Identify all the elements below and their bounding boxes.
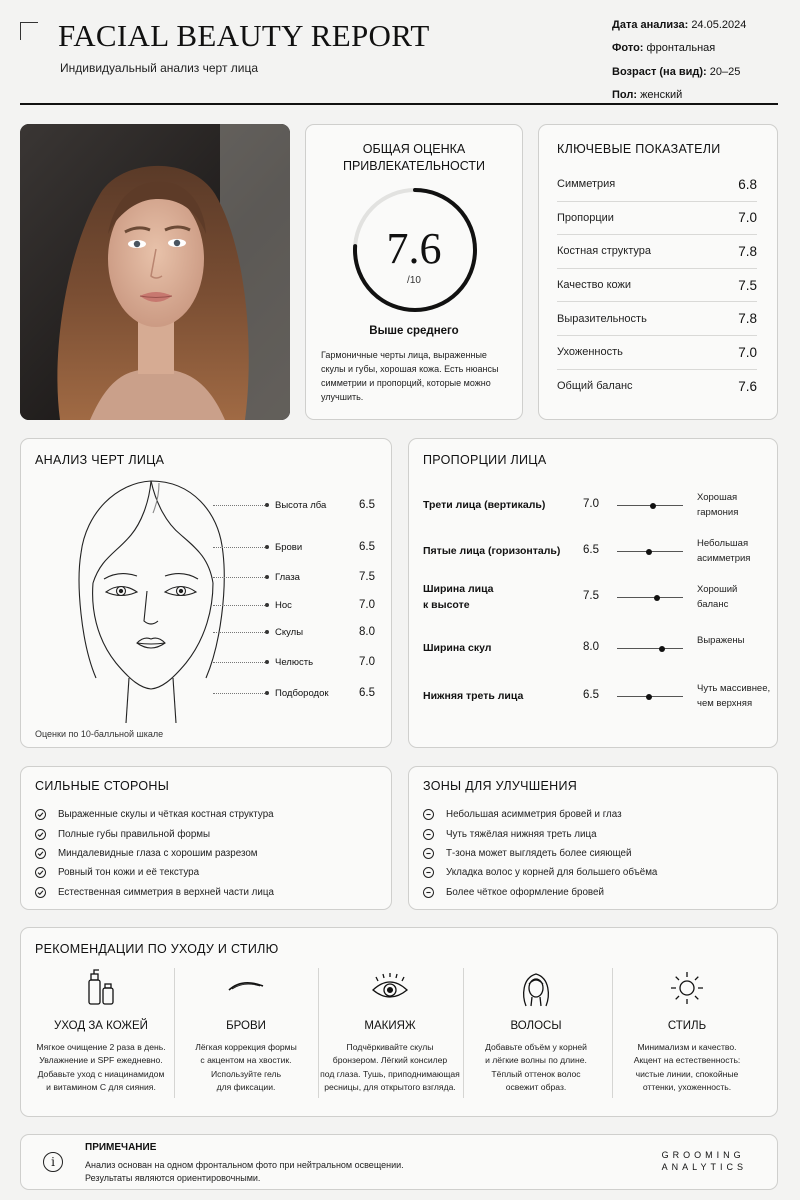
rec-column bbox=[617, 968, 757, 1118]
metric-row bbox=[557, 269, 757, 303]
leader-line bbox=[213, 547, 267, 548]
metric-row bbox=[557, 336, 757, 370]
proportion-note: Выражены bbox=[697, 635, 745, 646]
corner-mark bbox=[20, 22, 38, 40]
improvements-title: ЗОНЫ ДЛЯ УЛУЧШЕНИЯ bbox=[423, 779, 578, 793]
proportion-note: Хорошая гармония bbox=[697, 492, 739, 518]
proportion-track bbox=[617, 648, 683, 649]
key-metrics-title: КЛЮЧЕВЫЕ ПОКАЗАТЕЛИ bbox=[557, 142, 721, 156]
metric-value: 7.0 bbox=[738, 344, 757, 360]
score-verdict: Выше среднего bbox=[369, 325, 459, 337]
score-description: Гармоничные черты лица, выраженные скулы и губы, хорошая кожа. Есть нюансы симметрии и пропорций, которые можно улучшить. bbox=[321, 350, 499, 402]
portrait-photo bbox=[20, 124, 290, 420]
rec-title: СТИЛЬ bbox=[667, 1020, 707, 1032]
improvements-card bbox=[408, 766, 778, 910]
minus-circle-icon bbox=[423, 867, 434, 878]
eyebrow-icon bbox=[226, 968, 266, 1008]
leader-dot bbox=[265, 503, 269, 507]
list-item bbox=[423, 805, 657, 824]
proportion-value: 6.5 bbox=[583, 544, 599, 556]
rec-column bbox=[320, 968, 460, 1118]
rec-divider bbox=[612, 968, 613, 1098]
metric-row bbox=[557, 302, 757, 336]
metric-value: 7.6 bbox=[738, 378, 757, 394]
proportion-track bbox=[617, 696, 683, 697]
minus-circle-icon bbox=[423, 887, 434, 898]
feature-score: 6.5 bbox=[359, 687, 375, 699]
list-item-text: Более чёткое оформление бровей bbox=[446, 886, 604, 898]
proportion-track bbox=[617, 551, 683, 552]
rec-title: ВОЛОСЫ bbox=[510, 1020, 562, 1032]
feature-score: 7.0 bbox=[359, 656, 375, 668]
meta-age: Возраст (на вид): 20–25 bbox=[612, 65, 741, 78]
rec-title: БРОВИ bbox=[226, 1020, 266, 1032]
proportion-marker bbox=[646, 694, 652, 700]
metric-name: Пропорции bbox=[557, 211, 614, 224]
proportion-name: Пятые лица (горизонталь) bbox=[423, 545, 561, 557]
face-illustration bbox=[41, 473, 241, 723]
strengths-list bbox=[35, 805, 274, 902]
metric-value: 6.8 bbox=[738, 176, 757, 192]
rec-divider bbox=[318, 968, 319, 1098]
proportion-note: Небольшая асимметрия bbox=[697, 538, 751, 564]
feature-score: 6.5 bbox=[359, 541, 375, 553]
meta-photo: Фото: фронтальная bbox=[612, 42, 716, 55]
proportion-value: 8.0 bbox=[583, 641, 599, 653]
header-divider bbox=[20, 103, 778, 105]
list-item bbox=[423, 824, 657, 843]
proportion-name: Ширина лица к высоте bbox=[423, 583, 494, 611]
feature-name: Скулы bbox=[275, 626, 304, 638]
rec-text: Минимализм и качество. Акцент на естественность: чистые линии, спокойные оттенки, ухоженность. bbox=[633, 1042, 741, 1093]
proportion-name: Трети лица (вертикаль) bbox=[423, 499, 546, 511]
leader-dot bbox=[265, 603, 269, 607]
feature-name: Брови bbox=[275, 541, 303, 553]
minus-circle-icon bbox=[423, 829, 434, 840]
scale-note: Оценки по 10-балльной шкале bbox=[35, 729, 164, 739]
proportion-note: Хороший баланс bbox=[697, 584, 738, 610]
rec-divider bbox=[174, 968, 175, 1098]
rec-text: Подчёркивайте скулы бронзером. Лёгкий консилер под глаза. Тушь, приподнимающая ресницы, для открытого взгляда. bbox=[320, 1042, 460, 1093]
bottles-icon bbox=[81, 968, 121, 1008]
metric-name: Ухоженность bbox=[557, 346, 623, 359]
leader-line bbox=[213, 662, 267, 663]
rec-column bbox=[466, 968, 606, 1118]
rec-divider bbox=[463, 968, 464, 1098]
feature-name: Подбородок bbox=[275, 687, 329, 699]
feature-score: 7.5 bbox=[359, 571, 375, 583]
feature-name: Челюсть bbox=[275, 656, 314, 668]
rec-text: Добавьте объём у корней и лёгкие волны по длине. Тёплый оттенок волос освежит образ. bbox=[485, 1042, 587, 1093]
list-item bbox=[35, 863, 274, 882]
metric-value: 7.8 bbox=[738, 243, 757, 259]
proportion-marker bbox=[646, 549, 652, 555]
proportion-name: Нижняя треть лица bbox=[423, 690, 524, 702]
strengths-title: СИЛЬНЫЕ СТОРОНЫ bbox=[35, 779, 170, 793]
list-item bbox=[423, 844, 657, 863]
rec-column bbox=[31, 968, 171, 1118]
proportions-card bbox=[408, 438, 778, 748]
proportion-note: Чуть массивнее, чем верхняя bbox=[697, 683, 771, 709]
page-subtitle: Индивидуальный анализ черт лица bbox=[60, 61, 259, 75]
leader-line bbox=[213, 605, 267, 606]
leader-dot bbox=[265, 545, 269, 549]
improvements-list bbox=[423, 805, 657, 902]
rec-column bbox=[176, 968, 316, 1118]
metric-name: Симметрия bbox=[557, 178, 616, 191]
feature-score: 8.0 bbox=[359, 626, 375, 638]
recommendations-card bbox=[20, 927, 778, 1117]
metric-name: Выразительность bbox=[557, 312, 647, 325]
proportion-name: Ширина скул bbox=[423, 642, 492, 654]
score-title: ОБЩАЯ ОЦЕНКА ПРИВЛЕКАТЕЛЬНОСТИ bbox=[342, 142, 486, 173]
metric-value: 7.0 bbox=[738, 210, 757, 226]
sun-icon bbox=[667, 968, 707, 1008]
meta-gender: Пол: женский bbox=[612, 88, 683, 101]
meta-date: Дата анализа: 24.05.2024 bbox=[612, 19, 747, 31]
feature-score: 6.5 bbox=[359, 499, 375, 511]
check-icon bbox=[35, 848, 46, 859]
list-item bbox=[35, 844, 274, 863]
list-item-text: Чуть тяжёлая нижняя треть лица bbox=[446, 828, 597, 840]
feature-score: 7.0 bbox=[359, 599, 375, 611]
list-item-text: Миндалевидные глаза с хорошим разрезом bbox=[58, 847, 258, 859]
note-card bbox=[20, 1134, 778, 1190]
list-item-text: Ровный тон кожи и её текстура bbox=[58, 867, 200, 879]
list-item-text: Т-зона может выглядеть более сияющей bbox=[446, 847, 632, 859]
page-title: FACIAL BEAUTY REPORT bbox=[58, 18, 430, 53]
proportion-value: 7.0 bbox=[583, 498, 599, 510]
brand-logo: GROOMING ANALYTICS bbox=[661, 1150, 747, 1172]
list-item-text: Выраженные скулы и чёткая костная структура bbox=[58, 809, 274, 821]
feature-name: Нос bbox=[275, 599, 292, 611]
hair-icon bbox=[516, 968, 556, 1008]
leader-line bbox=[213, 577, 267, 578]
minus-circle-icon bbox=[423, 809, 434, 820]
list-item-text: Полные губы правильной формы bbox=[58, 828, 211, 840]
score-scale: /10 bbox=[407, 275, 421, 286]
metric-name: Общий баланс bbox=[557, 380, 633, 393]
proportion-track bbox=[617, 505, 683, 506]
list-item-text: Укладка волос у корней для большего объёма bbox=[446, 867, 658, 879]
list-item bbox=[423, 883, 657, 902]
recommendations-title: РЕКОМЕНДАЦИИ ПО УХОДУ И СТИЛЮ bbox=[35, 942, 279, 956]
feature-name: Высота лба bbox=[275, 499, 327, 511]
proportion-value: 7.5 bbox=[583, 590, 599, 602]
leader-line bbox=[213, 505, 267, 506]
check-icon bbox=[35, 887, 46, 898]
report-meta bbox=[612, 14, 746, 107]
features-card bbox=[20, 438, 392, 748]
proportion-track bbox=[617, 597, 683, 598]
strengths-card bbox=[20, 766, 392, 910]
list-item-text: Небольшая асимметрия бровей и глаз bbox=[446, 809, 622, 821]
proportions-title: ПРОПОРЦИИ ЛИЦА bbox=[423, 453, 547, 467]
list-item-text: Естественная симметрия в верхней части лица bbox=[58, 886, 274, 898]
check-icon bbox=[35, 867, 46, 878]
key-metrics-list bbox=[557, 168, 757, 403]
note-title: ПРИМЕЧАНИЕ bbox=[85, 1142, 157, 1153]
score-value: 7.6 bbox=[386, 224, 442, 273]
leader-dot bbox=[265, 575, 269, 579]
leader-line bbox=[213, 693, 267, 694]
metric-row bbox=[557, 202, 757, 236]
list-item bbox=[35, 824, 274, 843]
eye-icon bbox=[370, 968, 410, 1008]
rec-text: Лёгкая коррекция формы с акцентом на хвостик. Используйте гель для фиксации. bbox=[195, 1042, 297, 1093]
overall-score-card bbox=[305, 124, 523, 420]
feature-name: Глаза bbox=[275, 571, 300, 583]
metric-name: Качество кожи bbox=[557, 279, 631, 292]
metric-row bbox=[557, 370, 757, 404]
leader-dot bbox=[265, 660, 269, 664]
leader-dot bbox=[265, 630, 269, 634]
list-item bbox=[35, 805, 274, 824]
metric-row bbox=[557, 168, 757, 202]
minus-circle-icon bbox=[423, 848, 434, 859]
leader-line bbox=[213, 632, 267, 633]
key-metrics-card bbox=[538, 124, 778, 420]
metric-value: 7.8 bbox=[738, 311, 757, 327]
proportion-marker bbox=[654, 595, 660, 601]
proportion-value: 6.5 bbox=[583, 689, 599, 701]
metric-value: 7.5 bbox=[738, 277, 757, 293]
check-icon bbox=[35, 829, 46, 840]
note-text: Анализ основан на одном фронтальном фото при нейтральном освещении. Результаты являются ориентировочными. bbox=[85, 1160, 404, 1183]
proportion-marker bbox=[650, 503, 656, 509]
metric-row bbox=[557, 235, 757, 269]
check-icon bbox=[35, 809, 46, 820]
proportion-marker bbox=[659, 646, 665, 652]
list-item bbox=[35, 883, 274, 902]
list-item bbox=[423, 863, 657, 882]
rec-text: Мягкое очищение 2 раза в день. Увлажнение и SPF ежедневно. Добавьте уход с ниацинамидом и витамином С для сияния. bbox=[36, 1042, 166, 1093]
leader-dot bbox=[265, 691, 269, 695]
rec-title: МАКИЯЖ bbox=[364, 1020, 416, 1032]
rec-title: УХОД ЗА КОЖЕЙ bbox=[54, 1020, 148, 1032]
info-icon: i bbox=[43, 1152, 63, 1172]
metric-name: Костная структура bbox=[557, 245, 652, 258]
features-title: АНАЛИЗ ЧЕРТ ЛИЦА bbox=[35, 453, 165, 467]
